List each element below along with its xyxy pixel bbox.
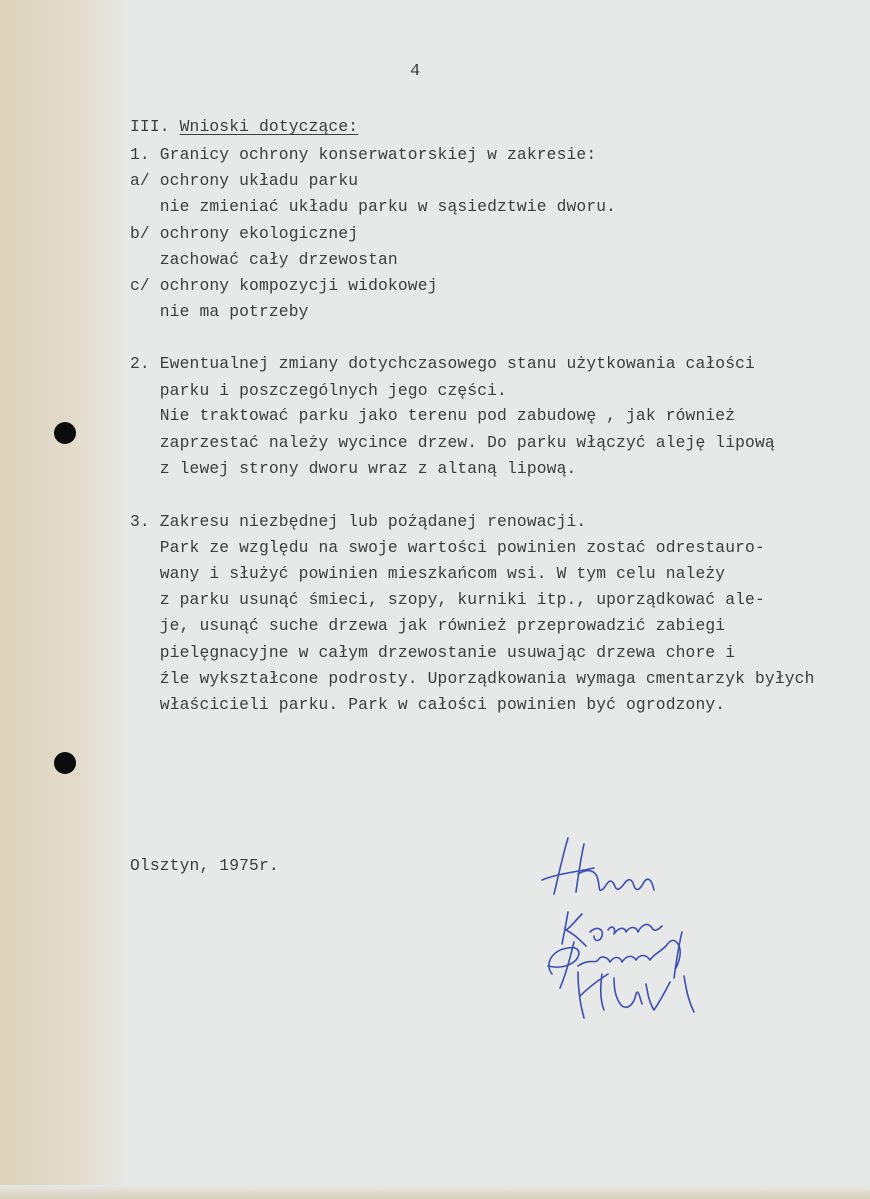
body-line: z parku usunąć śmieci, szopy, kurniki itp., uporządkować ale- xyxy=(130,590,765,609)
punch-hole-top xyxy=(54,422,76,444)
body-line: c/ ochrony kompozycji widokowej xyxy=(130,276,438,295)
paper-edge-bottom xyxy=(0,1185,870,1199)
body-line: Nie traktować parku jako terenu pod zabudowę , jak również xyxy=(130,406,736,425)
paper-edge-left xyxy=(0,0,128,1199)
section-heading-title: Wnioski dotyczące: xyxy=(179,117,359,136)
body-line: je, usunąć suche drzewa jak również przeprowadzić zabiegi xyxy=(130,616,726,635)
place-date: Olsztyn, 1975r. xyxy=(130,856,279,875)
body-line: 1. Granicy ochrony konserwatorskiej w zakresie: xyxy=(130,145,597,164)
body-line: wany i służyć powinien mieszkańcom wsi. W tym celu należy xyxy=(130,564,726,583)
body-line: źle wykształcone podrosty. Uporządkowania wymaga cmentarzyk byłych xyxy=(130,669,815,688)
section-heading-prefix: III. xyxy=(130,117,170,136)
body-line: 3. Zakresu niezbędnej lub pożądanej renowacji. xyxy=(130,512,587,531)
page-number: 4 xyxy=(410,62,422,81)
body-line: nie ma potrzeby xyxy=(130,302,309,321)
body-line: 2. Ewentualnej zmiany dotychczasowego stanu użytkowania całości xyxy=(130,354,755,373)
body-line: b/ ochrony ekologicznej xyxy=(130,224,359,243)
body-line: a/ ochrony układu parku xyxy=(130,171,359,190)
section-heading xyxy=(130,117,358,136)
body-line: parku i poszczególnych jego części. xyxy=(130,381,507,400)
body-line: z lewej strony dworu wraz z altaną lipową. xyxy=(130,459,577,478)
body-line: zaprzestać należy wycince drzew. Do parku włączyć aleję lipową xyxy=(130,433,775,452)
punch-hole-bottom xyxy=(54,752,76,774)
body-line: zachować cały drzewostan xyxy=(130,250,398,269)
body-line: właścicieli parku. Park w całości powinien być ogrodzony. xyxy=(130,695,726,714)
body-line: Park ze względu na swoje wartości powinien zostać odrestauro- xyxy=(130,538,765,557)
body-line: nie zmieniać układu parku w sąsiedztwie dworu. xyxy=(130,197,617,216)
body-line: pielęgnacyjne w całym drzewostanie usuwając drzewa chore i xyxy=(130,643,736,662)
signatures-handwritten xyxy=(538,828,708,1028)
